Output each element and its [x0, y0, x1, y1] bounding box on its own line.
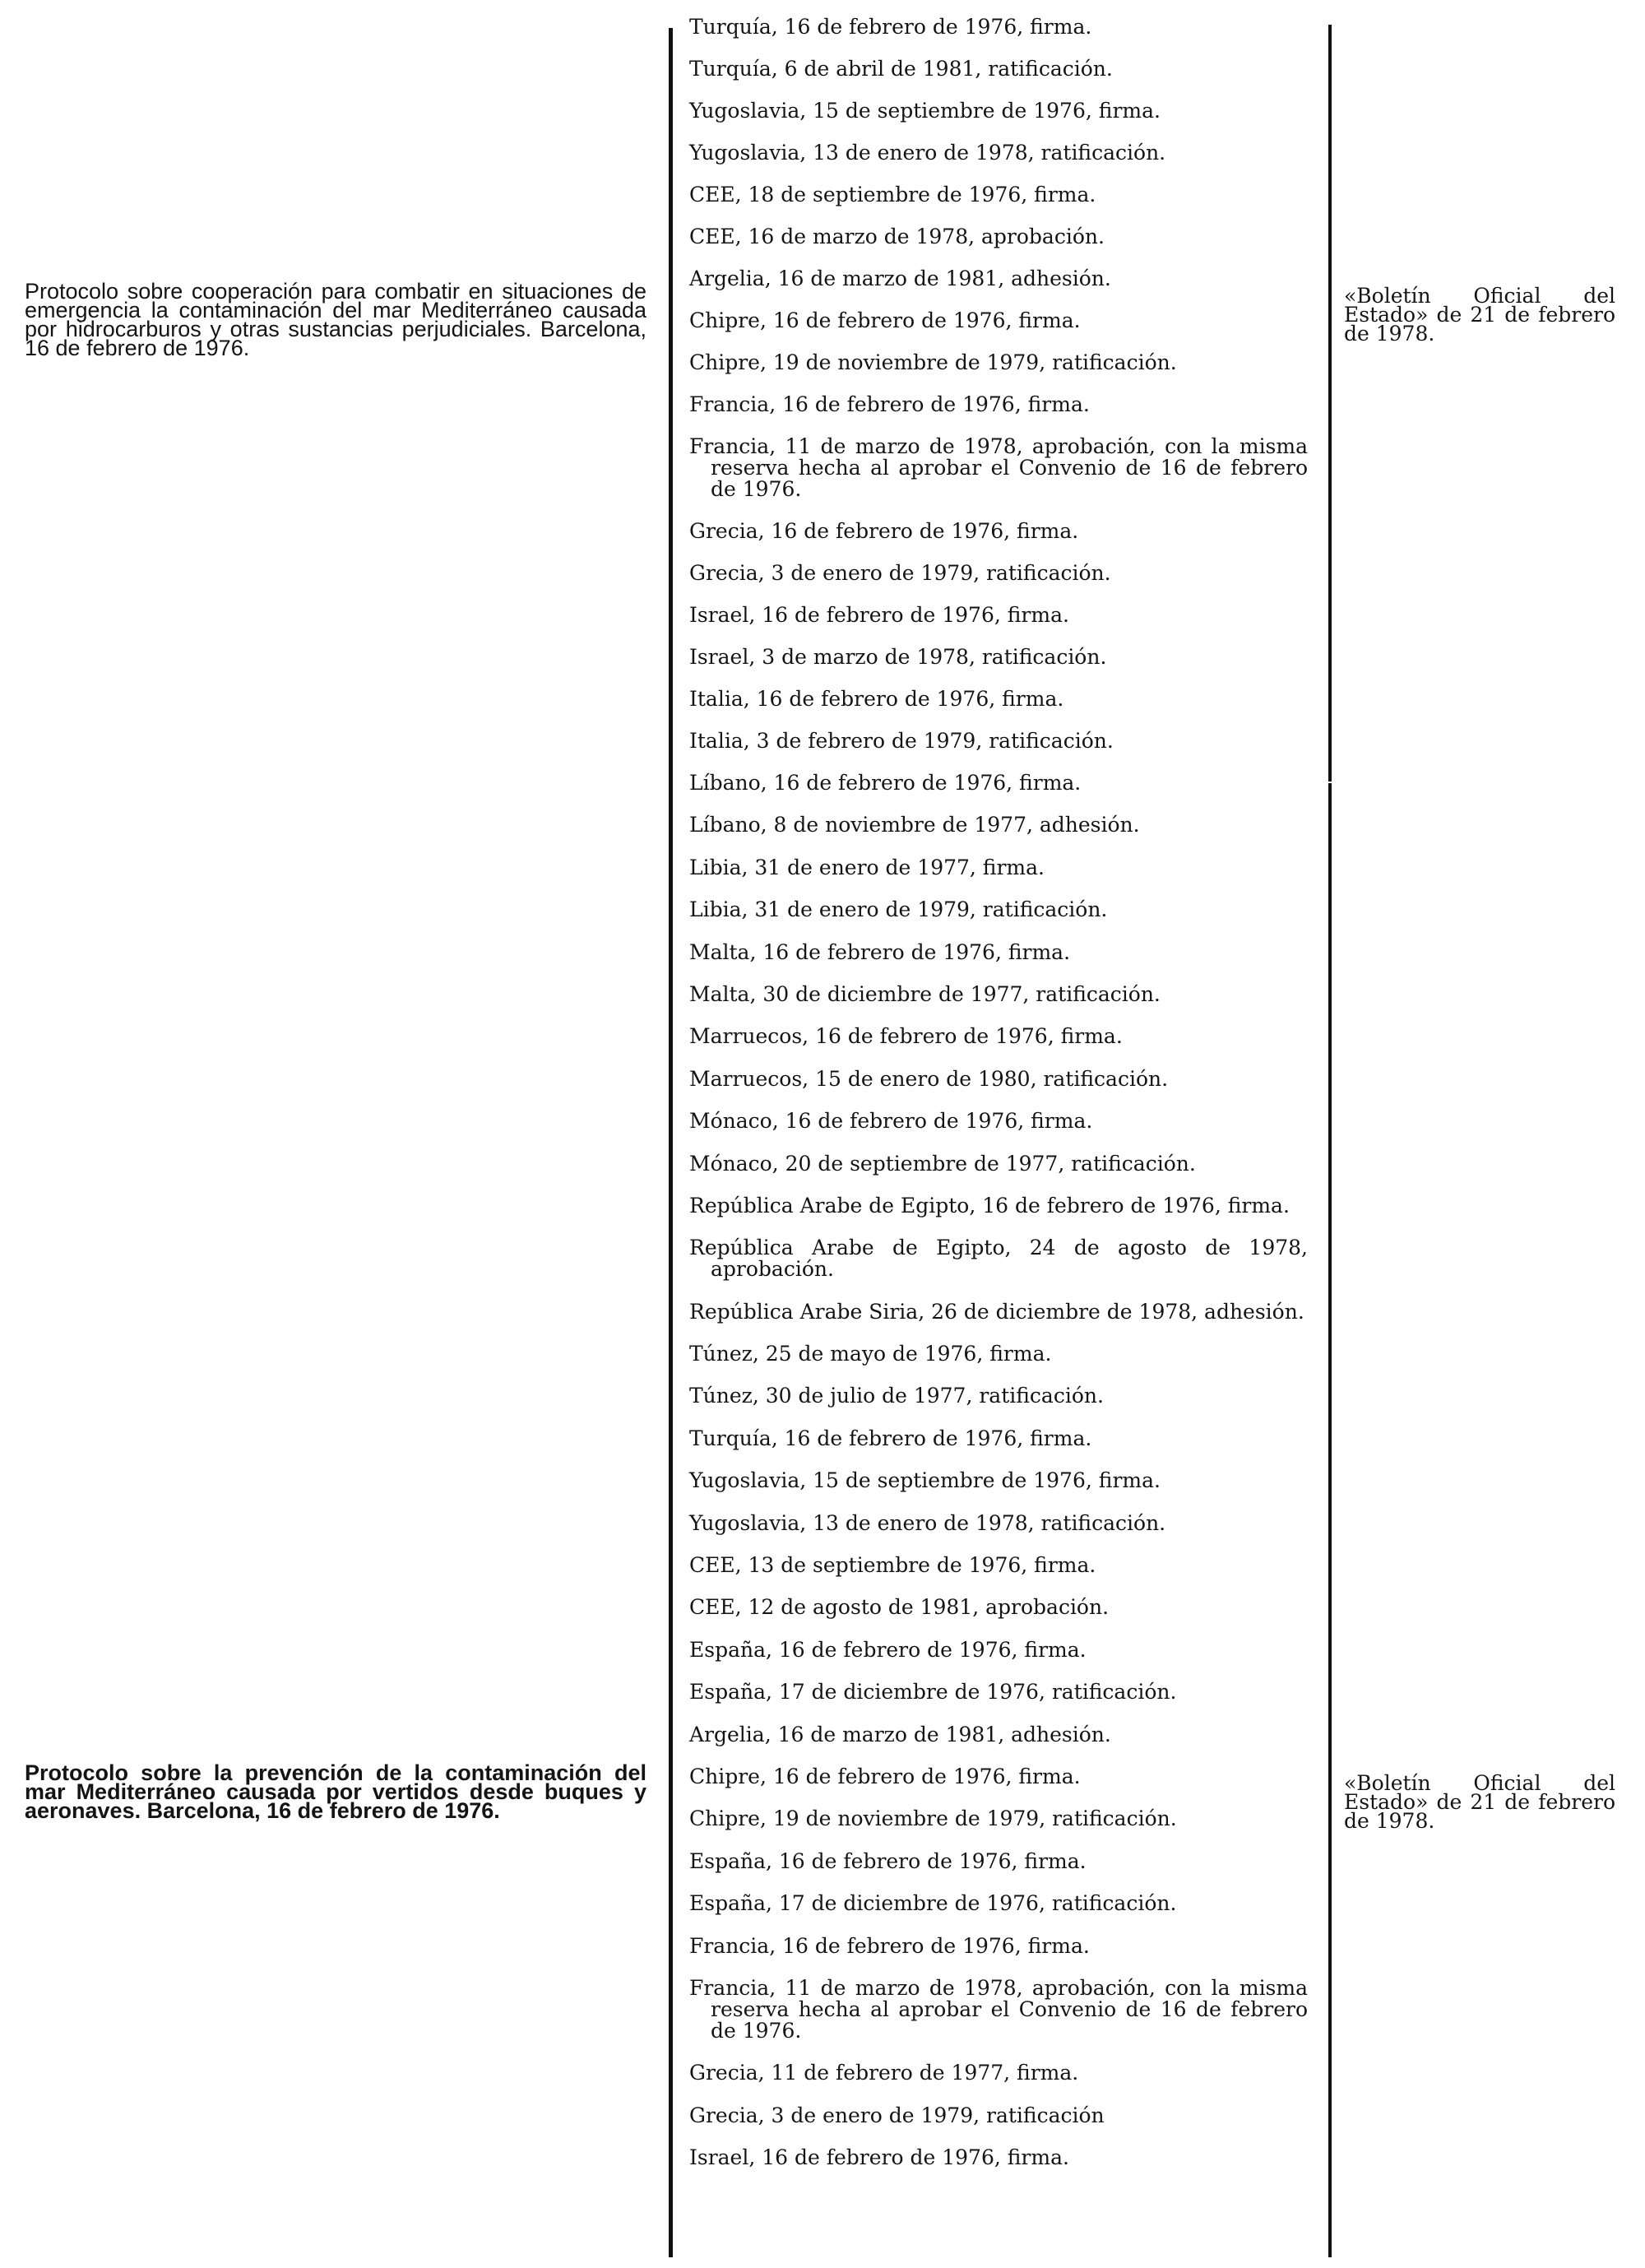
entry-item: Grecia, 16 de febrero de 1976, firma.	[689, 519, 1079, 543]
entry-item: Túnez, 25 de mayo de 1976, firma.	[689, 1342, 1052, 1366]
entry-item: Francia, 16 de febrero de 1976, firma.	[689, 392, 1090, 416]
entry-item: España, 16 de febrero de 1976, firma.	[689, 1848, 1087, 1873]
ratification-list	[689, 16, 1308, 2190]
entry-item: Turquía, 16 de febrero de 1976, firma.	[689, 15, 1092, 39]
entry-item: Líbano, 8 de noviembre de 1977, adhesión.	[689, 813, 1140, 837]
entry-item: Marruecos, 15 de enero de 1980, ratificación.	[689, 1066, 1169, 1091]
protocol-1-publication: «Boletín Oficial del Estado» de 21 de febrero de 1978.	[1344, 284, 1615, 346]
entry-item: Turquía, 6 de abril de 1981, ratificación.	[689, 57, 1113, 81]
entry-item: España, 17 de diciembre de 1976, ratificación.	[689, 1680, 1177, 1704]
entry-item: CEE, 16 de marzo de 1978, aprobación.	[689, 225, 1105, 248]
entry-item: Grecia, 11 de febrero de 1977, firma.	[689, 2061, 1079, 2085]
protocol-2-title	[25, 1760, 646, 1823]
entry-item: España, 16 de febrero de 1976, firma.	[689, 1637, 1087, 1662]
entry-item: Malta, 16 de febrero de 1976, firma.	[689, 939, 1071, 964]
entry-item: Mónaco, 20 de septiembre de 1977, ratificación.	[689, 1151, 1196, 1176]
entry-item: Francia, 11 de marzo de 1978, aprobación, con la misma reserva hecha al aprobar el Convenio de 16 de febrero de 1976.	[689, 434, 1308, 501]
entry-item: Chipre, 16 de febrero de 1976, firma.	[689, 308, 1081, 332]
entry-item: Mónaco, 16 de febrero de 1976, firma.	[689, 1109, 1093, 1134]
entry-item: Chipre, 19 de noviembre de 1979, ratificación.	[689, 1807, 1177, 1831]
entry-item: Túnez, 30 de julio de 1977, ratificación.	[689, 1384, 1104, 1408]
entry-item: Turquía, 16 de febrero de 1976, firma.	[689, 1426, 1092, 1450]
entry-item: Libia, 31 de enero de 1977, firma.	[689, 855, 1045, 879]
entry-item: Chipre, 19 de noviembre de 1979, ratificación.	[689, 350, 1177, 374]
entry-item: Italia, 3 de febrero de 1979, ratificación.	[689, 729, 1114, 753]
entry-item: Libia, 31 de enero de 1979, ratificación.	[689, 897, 1108, 922]
entry-item: Israel, 3 de marzo de 1978, ratificación.	[689, 645, 1107, 669]
entry-item: Israel, 16 de febrero de 1976, firma.	[689, 603, 1069, 627]
right-column-rule-upper	[1328, 25, 1332, 782]
entry-item: Yugoslavia, 13 de enero de 1978, ratificación.	[689, 141, 1166, 165]
protocol-2-title-text: Protocolo sobre la prevención de la contaminación del mar Mediterráneo causada por vertidos desde buques y aeronaves. Barcelona, 16 de febrero de 1976.	[25, 1760, 646, 1823]
entry-item: Francia, 11 de marzo de 1978, aprobación, con la misma reserva hecha al aprobar el Convenio de 16 de febrero de 1976.	[689, 1975, 1308, 2043]
entry-item: República Arabe de Egipto, 24 de agosto de 1978, aprobación.	[689, 1236, 1308, 1282]
entry-item: Italia, 16 de febrero de 1976, firma.	[689, 687, 1064, 711]
entry-item: Argelia, 16 de marzo de 1981, adhesión.	[689, 1722, 1111, 1746]
entry-item: República Arabe de Egipto, 16 de febrero de 1976, firma.	[689, 1193, 1290, 1217]
entry-item: República Arabe Siria, 26 de diciembre de 1978, adhesión.	[689, 1299, 1304, 1324]
entry-item: Malta, 30 de diciembre de 1977, ratificación.	[689, 981, 1161, 1006]
entry-item: Yugoslavia, 15 de septiembre de 1976, firma.	[689, 99, 1161, 123]
entry-item: Yugoslavia, 15 de septiembre de 1976, firma.	[689, 1468, 1161, 1493]
protocol-2-publication: «Boletín Oficial del Estado» de 21 de febrero de 1978.	[1344, 1771, 1615, 1833]
entry-item: Grecia, 3 de enero de 1979, ratificación.	[689, 561, 1111, 585]
entry-item: Chipre, 16 de febrero de 1976, firma.	[689, 1764, 1081, 1788]
entry-item: CEE, 18 de septiembre de 1976, firma.	[689, 183, 1096, 206]
entry-item: Yugoslavia, 13 de enero de 1978, ratificación.	[689, 1510, 1166, 1535]
entry-item: Israel, 16 de febrero de 1976, firma.	[689, 2145, 1069, 2170]
entry-item: España, 17 de diciembre de 1976, ratificación.	[689, 1891, 1177, 1916]
entry-item: Líbano, 16 de febrero de 1976, firma.	[689, 771, 1082, 795]
entry-item: Argelia, 16 de marzo de 1981, adhesión.	[689, 267, 1111, 290]
entry-item: CEE, 13 de septiembre de 1976, firma.	[689, 1553, 1096, 1578]
entry-item: Francia, 16 de febrero de 1976, firma.	[689, 1933, 1090, 1958]
left-column-rule	[669, 28, 673, 2257]
entry-item: Marruecos, 16 de febrero de 1976, firma.	[689, 1024, 1123, 1049]
entry-item: CEE, 12 de agosto de 1981, aprobación.	[689, 1595, 1110, 1620]
right-column-rule-lower	[1328, 783, 1332, 2257]
entry-item: Grecia, 3 de enero de 1979, ratificación	[689, 2103, 1105, 2127]
protocol-1-title: Protocolo sobre cooperación para combatir en situaciones de emergencia la contaminación del mar Mediterráneo causada por hidrocarburos y otras sustancias perjudiciales. Barcelona, 16 de febrero de 1976.	[25, 279, 646, 360]
